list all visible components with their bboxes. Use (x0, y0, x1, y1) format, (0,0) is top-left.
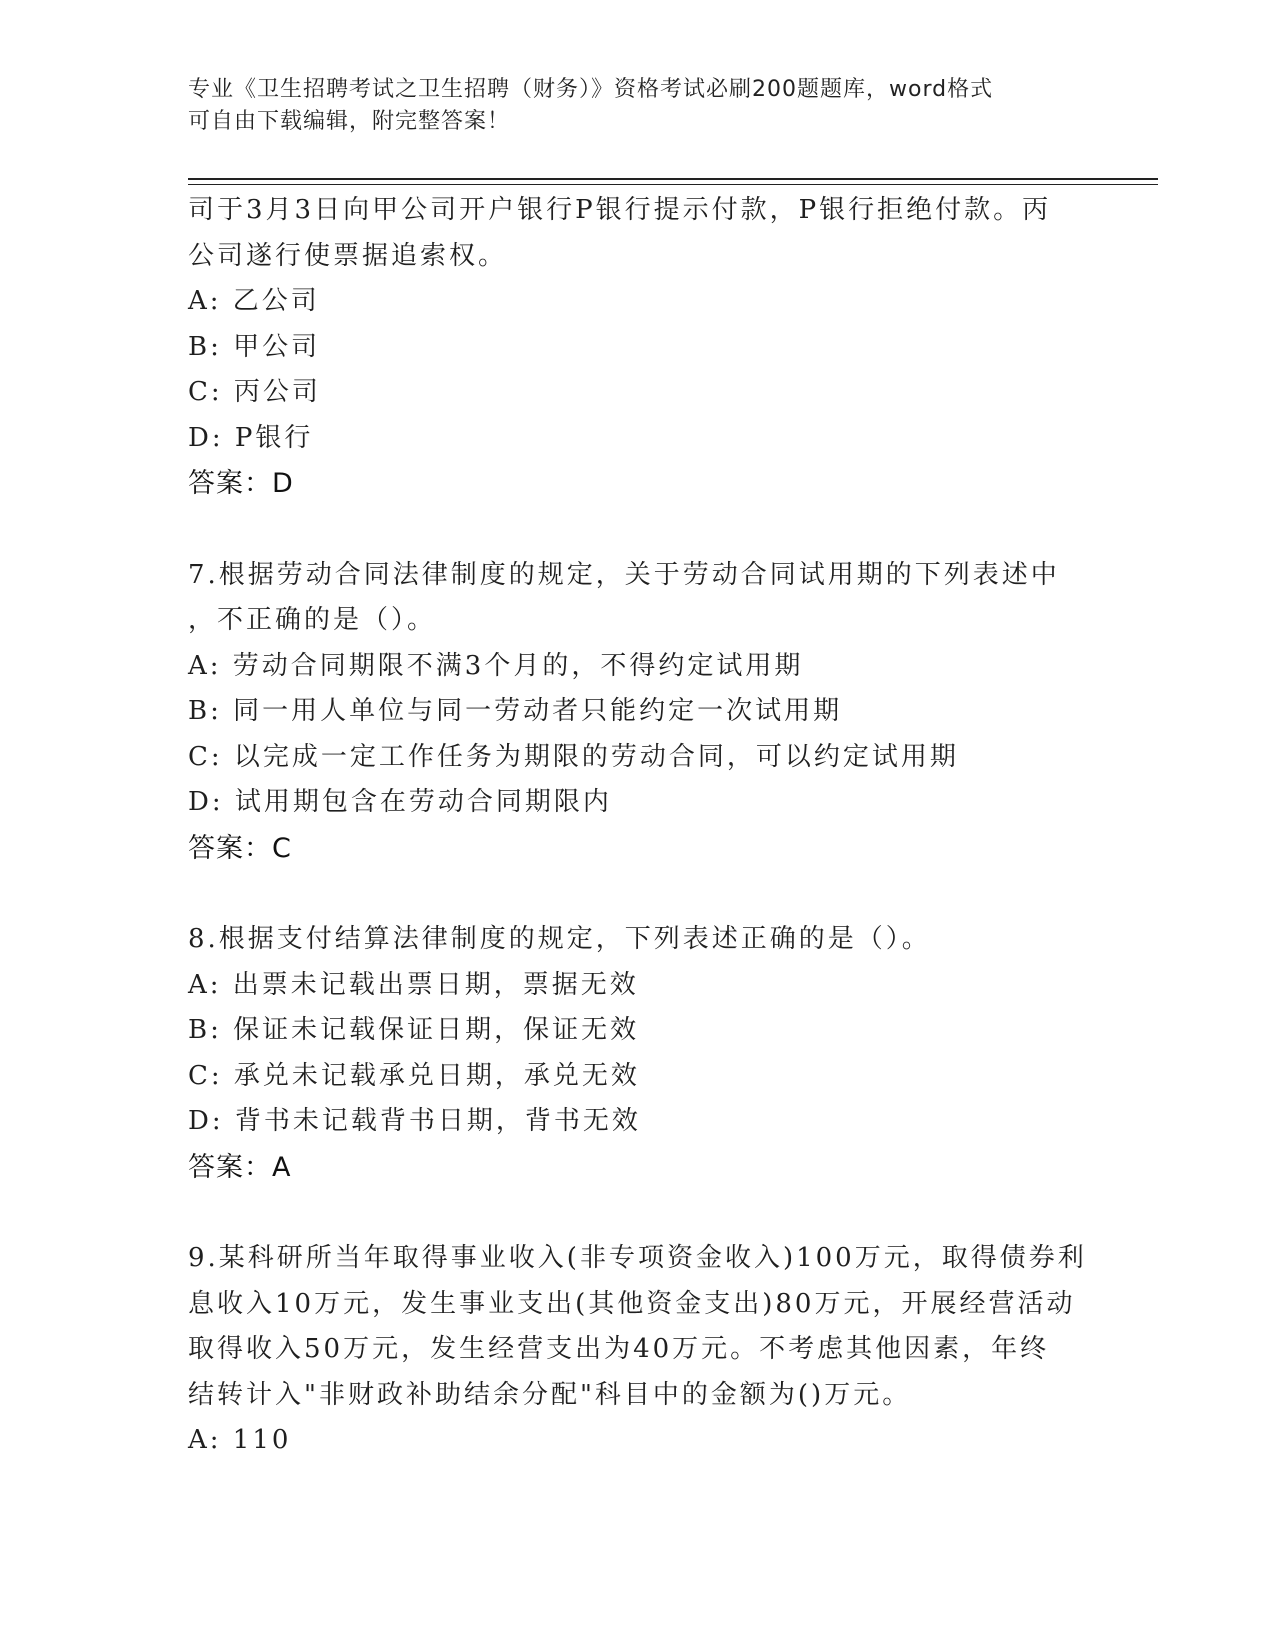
document-body (188, 188, 1088, 1464)
question-block (188, 1236, 1088, 1464)
option-c: C: 丙公司 (188, 377, 321, 407)
option-d: D: 背书未记载背书日期，背书无效 (188, 1106, 641, 1136)
option-b: B: 同一用人单位与同一劳动者只能约定一次试用期 (188, 696, 843, 726)
option-c: C: 以完成一定工作任务为期限的劳动合同，可以约定试用期 (188, 741, 959, 772)
option-c: C: 承兑未记载承兑日期，承兑无效 (188, 1060, 640, 1091)
question-block (188, 553, 1088, 872)
question-block (188, 917, 1088, 1190)
question-stem-line: 公司遂行使票据追索权。 (188, 240, 508, 271)
question-stem-line: 9.某科研所当年取得事业收入(非专项资金收入)100万元，取得债券利 (188, 1243, 1087, 1273)
question-stem-line: ，不正确的是（）。 (188, 605, 437, 635)
option-d: D: 试用期包含在劳动合同期限内 (188, 787, 612, 817)
header-title-line-2: 可自由下载编辑，附完整答案！ (188, 109, 511, 134)
answer-label: 答案：C (188, 832, 292, 864)
question-stem-line: 息收入10万元，发生事业支出(其他资金支出)80万元，开展经营活动 (188, 1288, 1076, 1319)
question-block (188, 188, 1088, 507)
header-title-line-1: 专业《卫生招聘考试之卫生招聘（财务）》资格考试必刷200题题库，word格式 (188, 77, 994, 102)
option-a: A: 乙公司 (188, 286, 320, 316)
question-stem-line: 7.根据劳动合同法律制度的规定，关于劳动合同试用期的下列表述中 (188, 559, 1060, 590)
header-rule-thick (188, 178, 1158, 180)
question-stem-line: 结转计入"非财政补助结余分配"科目中的金额为()万元。 (188, 1379, 912, 1410)
option-a: A: 110 (188, 1425, 292, 1455)
question-stem-line: 司于3月3日向甲公司开户银行P银行提示付款，P银行拒绝付款。丙 (188, 195, 1052, 225)
option-a: A: 劳动合同期限不满3个月的，不得约定试用期 (188, 650, 804, 681)
header-rule-thin (188, 184, 1158, 185)
answer-label: 答案：D (188, 468, 294, 499)
option-d: D: P银行 (188, 422, 314, 453)
option-b: B: 甲公司 (188, 331, 321, 362)
question-stem-line: 8.根据支付结算法律制度的规定，下列表述正确的是（）。 (188, 924, 931, 954)
option-a: A: 出票未记载出票日期，票据无效 (188, 969, 639, 1000)
answer-label: 答案：A (188, 1151, 292, 1183)
option-b: B: 保证未记载保证日期，保证无效 (188, 1015, 640, 1045)
question-stem-line: 取得收入50万元，发生经营支出为40万元。不考虑其他因素，年终 (188, 1334, 1050, 1364)
document-header (188, 74, 1088, 138)
